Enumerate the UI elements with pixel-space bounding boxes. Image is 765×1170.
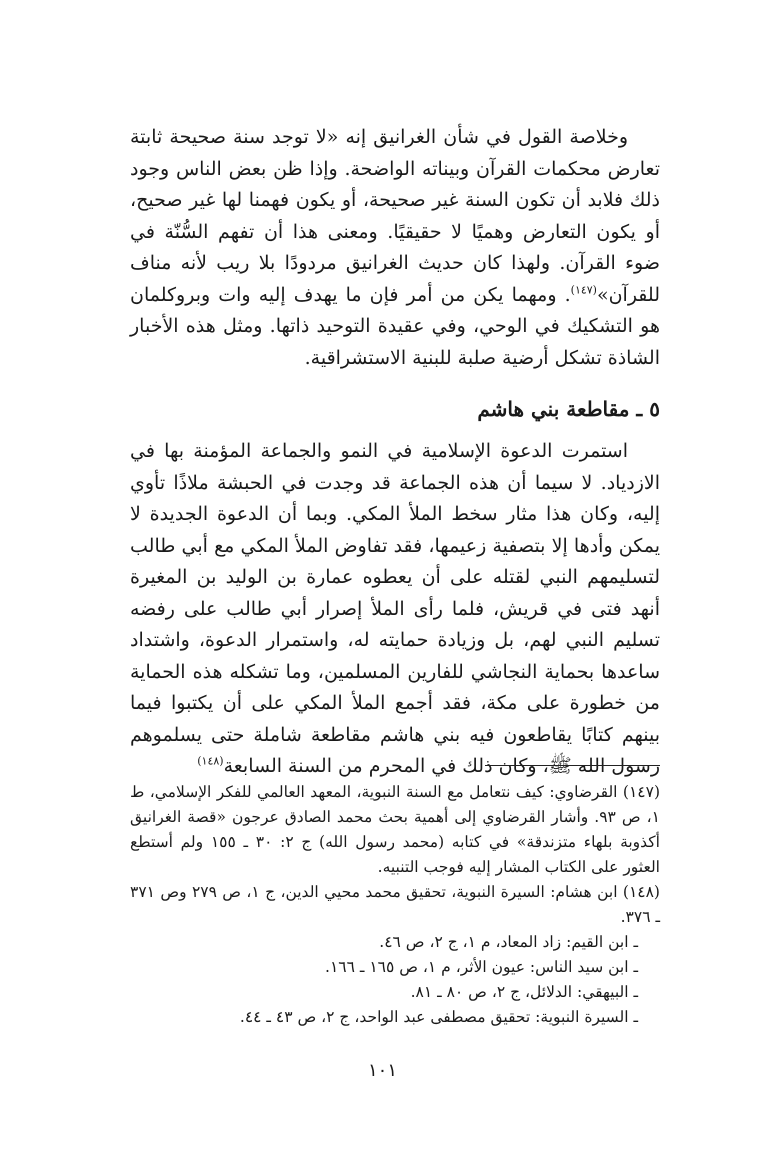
source-item: ـ ابن سيد الناس: عيون الأثر، م ١، ص ١٦٥ ـ ١٦٦. — [325, 958, 638, 976]
footnotes — [130, 780, 660, 1030]
source-item: ـ البيهقي: الدلائل، ج ٢، ص ٨٠ ـ ٨١. — [410, 983, 638, 1001]
footnote-ref[interactable]: (١٤٧) — [570, 283, 597, 297]
source-item: ـ ابن القيم: زاد المعاد، م ١، ج ٢، ص ٤٦. — [379, 933, 638, 951]
source-item: ـ السيرة النبوية: تحقيق مصطفى عبد الواحد، ج ٢، ص ٤٣ ـ ٤٤. — [239, 1008, 638, 1026]
footnote-divider — [485, 765, 660, 766]
paragraph-conclusion — [130, 122, 660, 374]
paragraph-text: استمرت الدعوة الإسلامية في النمو والجماعة المؤمنة بها في الازدياد. لا سيما أن هذه الجماعة قد وجدت في الحبشة ملاذًا تأوي إليه، وكان هذا مثار سخط الملأ المكي. وبما أن الدعوة الجديدة لا يمكن وأدها إلا بتصفية زعيمها، فقد تفاوض الملأ المكي مع أبي طالب لتسليمهم النبي لقتله على أن يعطوه عمارة بن الوليد بن المغيرة أنهد فتى في قريش، فلما رأى الملأ إصرار أبي طالب على رفضه تسليم النبي لهم، بل وزيادة حمايته له، واستمرار الدعوة، واشتداد ساعدها بحماية النجاشي للفارين المسلمين، وما تشكله هذه الحماية من خطورة على مكة، فقد أجمع الملأ المكي على أن يكتبوا فيما بينهم كتابًا يقاطعون فيه بني هاشم مقاطعة شاملة حتى يسلموهم رسول الله ﷺ، وكان ذلك في المحرم من السنة السابعة$^{(١٤٨)}$ — [130, 440, 660, 777]
footnote-147: (١٤٧) القرضاوي: كيف نتعامل مع السنة النبوية، المعهد العالمي للفكر الإسلامي، ط ١، ص ٩٣. وأشار القرضاوي إلى أهمية بحث محمد الصادق عرجون «قصة الغرانيق أكذوبة بلهاء متزندقة» في كتابه (محمد رسول الله) ج ٢: ٣٠ ـ ١٥٥ ولم أستطع العثور على الكتاب المشار إليه فوجب التنبيه. — [130, 783, 660, 876]
footnote-ref[interactable]: (١٤٨) — [197, 754, 224, 768]
page-number: ١٠١ — [367, 1060, 397, 1081]
section-heading: ٥ ـ مقاطعة بني هاشم — [477, 397, 660, 421]
paragraph-text: وخلاصة القول في شأن الغرانيق إنه «لا توجد سنة صحيحة ثابتة تعارض محكمات القرآن وبيناته الواضحة. وإذا ظن بعض الناس وجود ذلك فلابد أن تكون السنة غير صحيحة، أو يكون فهمنا لها غير صحيح، أو يكون التعارض وهميًا لا حقيقيًا. ومعنى هذا أن تفهم السُّنّة في ضوء القرآن. ولهذا كان حديث الغرانيق مردودًا بلا ريب لأنه مناف للقرآن»$^{(١٤٧)}$. ومهما يكن من أمر فإن ما يهدف إليه وات وبروكلمان هو التشكيك في الوحي، وفي عقيدة التوحيد ذاتها. ومثل هذه الأخبار الشاذة تشكل أرضية صلبة للبنية الاستشراقية. — [130, 126, 660, 369]
footnote-148: (١٤٨) ابن هشام: السيرة النبوية، تحقيق محمد محيي الدين، ج ١، ص ٢٧٩ وص ٣٧١ ـ ٣٧٦. — [130, 883, 660, 926]
paragraph-boycott — [130, 436, 660, 783]
